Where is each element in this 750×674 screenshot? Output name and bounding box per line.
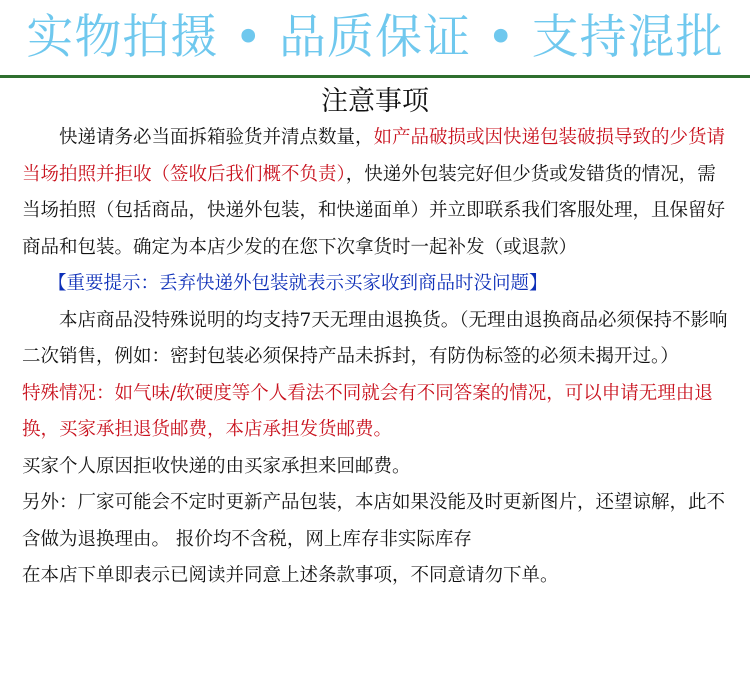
banner-divider [0, 75, 750, 78]
line-buyer-refusal: 买家个人原因拒收快递的由买家承担来回邮费。 [22, 455, 411, 477]
banner-text: 实物拍摄 • 品质保证 • 支持混批 [26, 10, 724, 65]
inspection-text: 快递请务必当面拆箱验货并清点数量， [59, 127, 374, 148]
line-agreement: 在本店下单即表示已阅读并同意上述条款事项，不同意请勿下单。 [22, 565, 559, 586]
line-other-notes: 另外：厂家可能会不定时更新产品包装，本店如果没能及时更新图片，还望谅解，此不含做为退换理由。 报价均不含税，网上库存非实际库存 [22, 492, 726, 550]
notice-body [0, 120, 750, 595]
damage-warning-text: 如产品破损或因快递包装破损导致的少货请当场拍照并拒收（签收后我们概不负责） [22, 127, 726, 185]
paragraph-return-policy: 本店商品没特殊说明的均支持7天无理由退换货。（无理由退换商品必须保持不影响二次销售，例如：密封包装必须保持产品未拆封，有防伪标签的必须未揭开过。） [22, 309, 728, 367]
page-title: 注意事项 [321, 86, 429, 117]
banner [0, 0, 750, 76]
paragraph-inspection [22, 120, 728, 266]
paragraph-special-case: 特殊情况：如气味/软硬度等个人看法不同就会有不同答案的情况，可以申请无理由退换，买家承担退货邮费，本店承担发货邮费。 [22, 382, 713, 440]
shortage-text: ，快递外包装完好但少货或发错货的情况，需当场拍照（包括商品，快递外包装，和快递面单）并立即联系我们客服处理，且保留好商品和包装。确定为本店少发的在您下次拿货时一起补发（或退款） [22, 163, 726, 258]
important-tip: 【重要提示：丢弃快递外包装就表示买家收到商品时没问题】 [48, 273, 548, 294]
